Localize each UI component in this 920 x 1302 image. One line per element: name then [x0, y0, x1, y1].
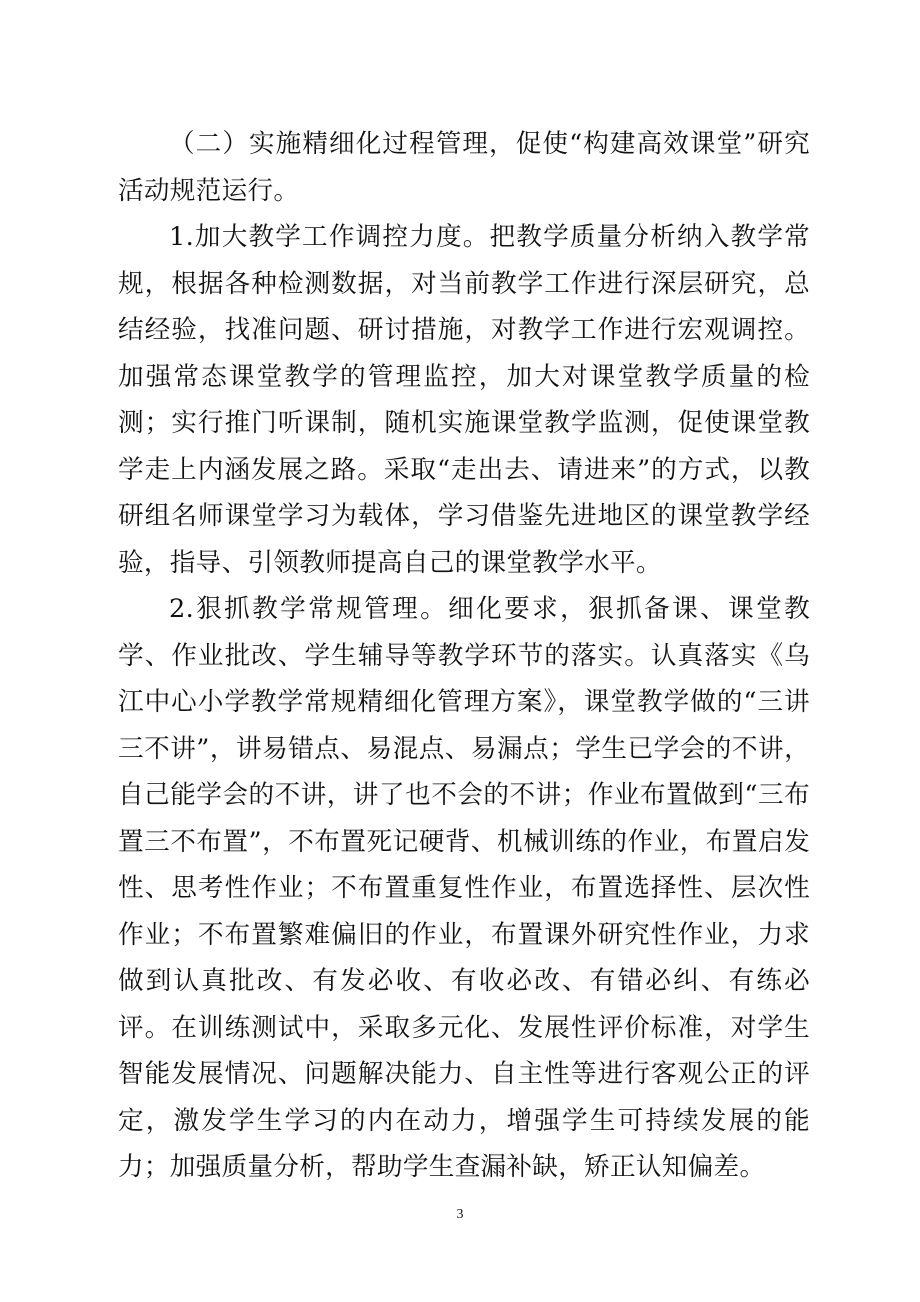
document-body [118, 121, 810, 1191]
section-heading: （二）实施精细化过程管理，促使“构建高效课堂”研究活动规范运行。 [118, 129, 810, 206]
paragraph-2: 2.狠抓教学常规管理。细化要求，狠抓备课、课堂教学、作业批改、学生辅导等教学环节的落实。认真落实《乌江中心小学教学常规精细化管理方案》，课堂教学做的“三讲三不讲”，讲易错点、易混点、易漏点；学生已学会的不讲，自己能学会的不讲，讲了也不会的不讲；作业布置做到“三布置三不布置”，不布置死记硬背、机械训练的作业，布置启发性、思考性作业；不布置重复性作业，布置选择性、层次性作业；不布置繁难偏旧的作业，布置课外研究性作业，力求做到认真批改、有发必收、有收必改、有错必纠、有练必评。在训练测试中，采取多元化、发展性评价标准，对学生智能发展情况、问题解决能力、自主性等进行客观公正的评定，激发学生学习的内在动力，增强学生可持续发展的能力；加强质量分析，帮助学生查漏补缺，矫正认知偏差。 [118, 594, 810, 1182]
paragraph-1: 1.加大教学工作调控力度。把教学质量分析纳入教学常规，根据各种检测数据，对当前教学工作进行深层研究，总结经验，找准问题、研讨措施，对教学工作进行宏观调控。加强常态课堂教学的管理监控，加大对课堂教学质量的检测；实行推门听课制，随机实施课堂教学监测，促使课堂教学走上内涵发展之路。采取“走出去、请进来”的方式，以教研组名师课堂学习为载体，学习借鉴先进地区的课堂教学经验，指导、引领教师提高自己的课堂教学水平。 [118, 222, 810, 578]
page-number: 3 [456, 1207, 464, 1222]
